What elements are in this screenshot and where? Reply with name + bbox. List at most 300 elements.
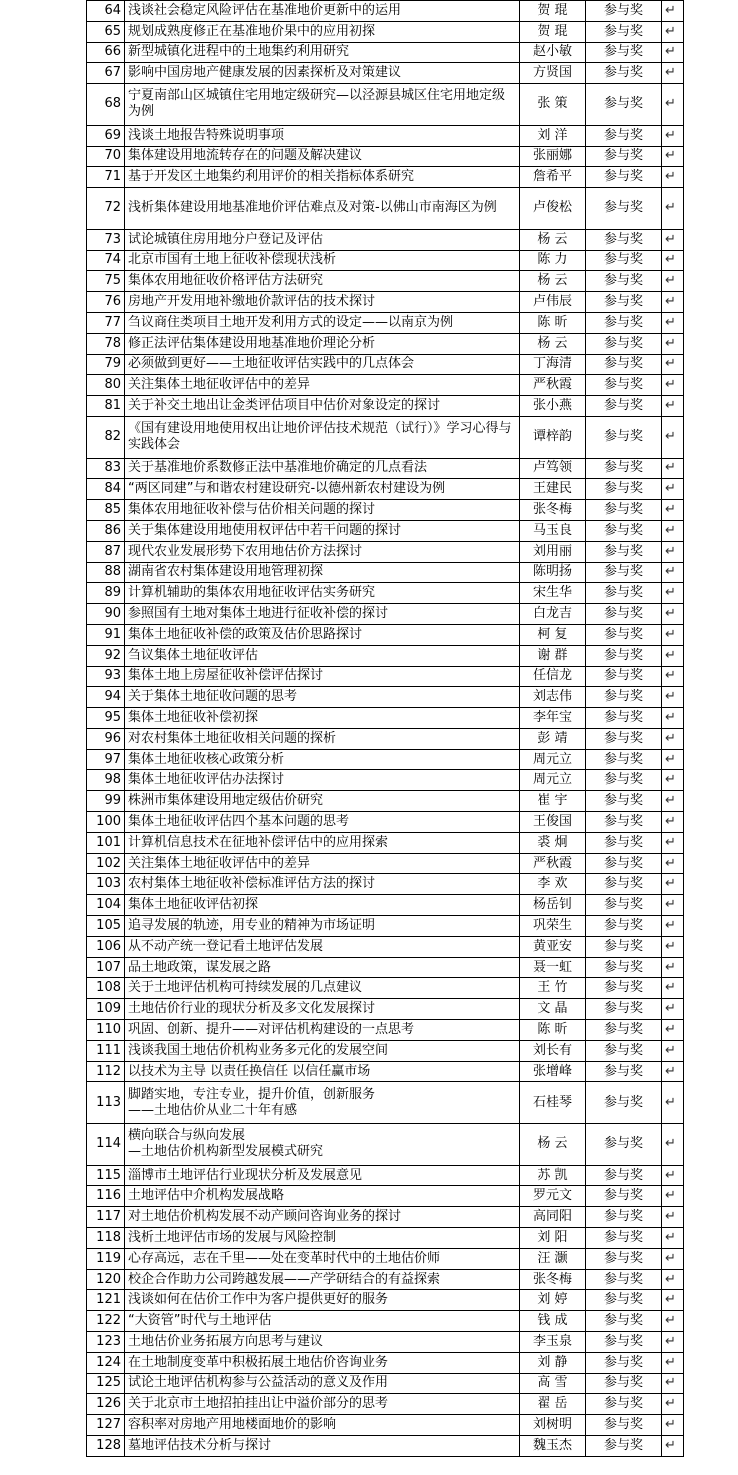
award-level: 参与奖: [586, 416, 662, 458]
row-number: 79: [87, 354, 125, 375]
paper-title: 现代农业发展形势下农用地估价方法探讨: [125, 541, 520, 562]
paper-title: 关于集体土地征收问题的思考: [125, 687, 520, 708]
author-name: 钱 成: [520, 1311, 586, 1332]
row-number: 81: [87, 396, 125, 417]
paper-title: 农村集体土地征收补偿标准评估方法的探讨: [125, 874, 520, 895]
table-row: [87, 84, 684, 126]
row-end-mark: ↵: [662, 604, 684, 625]
award-level: 参与奖: [586, 375, 662, 396]
table-row: [87, 1435, 684, 1456]
table-row: [87, 416, 684, 458]
paper-title: 校企合作助力公司跨越发展——产学研结合的有益探索: [125, 1269, 520, 1290]
row-end-mark: ↵: [662, 978, 684, 999]
paper-title: 新型城镇化进程中的土地集约利用研究: [125, 42, 520, 63]
author-name: 李年宝: [520, 708, 586, 729]
award-level: 参与奖: [586, 1394, 662, 1415]
row-number: 127: [87, 1415, 125, 1436]
author-name: 刘 阳: [520, 1228, 586, 1249]
author-name: 白龙吉: [520, 604, 586, 625]
award-level: 参与奖: [586, 1228, 662, 1249]
row-number: 66: [87, 42, 125, 63]
award-level: 参与奖: [586, 687, 662, 708]
row-end-mark: ↵: [662, 271, 684, 292]
award-level: 参与奖: [586, 125, 662, 146]
award-level: 参与奖: [586, 21, 662, 42]
author-name: 王建民: [520, 479, 586, 500]
row-end-mark: ↵: [662, 63, 684, 84]
paper-title: 关于基准地价系数修正法中基准地价确定的几点看法: [125, 458, 520, 479]
row-end-mark: ↵: [662, 1373, 684, 1394]
row-end-mark: ↵: [662, 916, 684, 937]
author-name: 罗元文: [520, 1186, 586, 1207]
author-name: 文 晶: [520, 999, 586, 1020]
table-row: [87, 375, 684, 396]
author-name: 汪 灏: [520, 1248, 586, 1269]
table-row: [87, 978, 684, 999]
award-level: 参与奖: [586, 666, 662, 687]
paper-title: 必须做到更好——土地征收评估实践中的几点体会: [125, 354, 520, 375]
row-end-mark: ↵: [662, 1186, 684, 1207]
row-end-mark: ↵: [662, 957, 684, 978]
author-name: 巩荣生: [520, 916, 586, 937]
row-number: 72: [87, 188, 125, 230]
award-level: 参与奖: [586, 354, 662, 375]
award-level: 参与奖: [586, 271, 662, 292]
row-number: 80: [87, 375, 125, 396]
table-row: [87, 1020, 684, 1041]
table-row: [87, 21, 684, 42]
award-level: 参与奖: [586, 42, 662, 63]
paper-title: 湖南省农村集体建设用地管理初探: [125, 562, 520, 583]
row-number: 91: [87, 624, 125, 645]
award-list-table: [86, 0, 684, 1457]
table-row: [87, 292, 684, 313]
table-row: [87, 895, 684, 916]
table-row: [87, 312, 684, 333]
award-level: 参与奖: [586, 1061, 662, 1082]
award-level: 参与奖: [586, 749, 662, 770]
row-end-mark: ↵: [662, 832, 684, 853]
row-end-mark: ↵: [662, 708, 684, 729]
row-end-mark: ↵: [662, 791, 684, 812]
paper-title: 计算机辅助的集体农用地征收评估实务研究: [125, 583, 520, 604]
paper-title: 试论土地评估机构参与公益活动的意义及作用: [125, 1373, 520, 1394]
author-name: 崔 宇: [520, 791, 586, 812]
row-number: 97: [87, 749, 125, 770]
author-name: 马玉良: [520, 520, 586, 541]
row-number: 65: [87, 21, 125, 42]
row-end-mark: ↵: [662, 500, 684, 521]
paper-title: 浅析集体建设用地基准地价评估难点及对策-以佛山市南海区为例: [125, 188, 520, 230]
row-end-mark: ↵: [662, 1311, 684, 1332]
table-row: [87, 1290, 684, 1311]
table-row: [87, 458, 684, 479]
author-name: 李玉泉: [520, 1332, 586, 1353]
paper-title: “大资管”时代与土地评估: [125, 1311, 520, 1332]
award-level: 参与奖: [586, 1269, 662, 1290]
row-number: 119: [87, 1248, 125, 1269]
table-row: [87, 1228, 684, 1249]
paper-title: 浅谈我国土地估价机构业务多元化的发展空间: [125, 1040, 520, 1061]
author-name: 刘用丽: [520, 541, 586, 562]
award-list-body: [87, 1, 684, 1457]
row-number: 83: [87, 458, 125, 479]
row-end-mark: ↵: [662, 812, 684, 833]
row-number: 88: [87, 562, 125, 583]
row-end-mark: ↵: [662, 1207, 684, 1228]
row-end-mark: ↵: [662, 375, 684, 396]
row-number: 116: [87, 1186, 125, 1207]
table-row: [87, 936, 684, 957]
paper-title: 关于北京市土地招拍挂出让中溢价部分的思考: [125, 1394, 520, 1415]
row-end-mark: ↵: [662, 458, 684, 479]
award-level: 参与奖: [586, 479, 662, 500]
row-end-mark: ↵: [662, 874, 684, 895]
award-level: 参与奖: [586, 895, 662, 916]
table-row: [87, 853, 684, 874]
paper-title: 集体土地征收评估四个基本问题的思考: [125, 812, 520, 833]
author-name: 丁海清: [520, 354, 586, 375]
row-number: 78: [87, 333, 125, 354]
author-name: 谢 群: [520, 645, 586, 666]
award-level: 参与奖: [586, 167, 662, 188]
paper-title: 房地产开发用地补缴地价款评估的技术探讨: [125, 292, 520, 313]
paper-title: 《国有建设用地使用权出让地价评估技术规范（试行）》学习心得与实践体会: [125, 416, 520, 458]
row-end-mark: ↵: [662, 125, 684, 146]
row-end-mark: ↵: [662, 645, 684, 666]
row-end-mark: ↵: [662, 1352, 684, 1373]
paper-title: 关于补交土地出让金类评估项目中估价对象设定的探讨: [125, 396, 520, 417]
author-name: 周元立: [520, 749, 586, 770]
paper-title: 浅谈如何在估价工作中为客户提供更好的服务: [125, 1290, 520, 1311]
row-end-mark: ↵: [662, 84, 684, 126]
paper-title: 集体农用地征收补偿与估价相关问题的探讨: [125, 500, 520, 521]
award-level: 参与奖: [586, 645, 662, 666]
award-level: 参与奖: [586, 146, 662, 167]
paper-title: 淄博市土地评估行业现状分析及发展意见: [125, 1165, 520, 1186]
author-name: 卢伟辰: [520, 292, 586, 313]
paper-title: 心存高远，志在千里——处在变革时代中的土地估价师: [125, 1248, 520, 1269]
paper-title: 北京市国有土地上征收补偿现状浅析: [125, 250, 520, 271]
paper-title: 影响中国房地产健康发展的因素探析及对策建议: [125, 63, 520, 84]
award-level: 参与奖: [586, 1311, 662, 1332]
row-end-mark: ↵: [662, 1040, 684, 1061]
award-level: 参与奖: [586, 1332, 662, 1353]
table-row: [87, 1207, 684, 1228]
table-row: [87, 1186, 684, 1207]
table-row: [87, 1394, 684, 1415]
table-row: [87, 1248, 684, 1269]
award-level: 参与奖: [586, 541, 662, 562]
author-name: 张丽娜: [520, 146, 586, 167]
row-number: 102: [87, 853, 125, 874]
row-number: 110: [87, 1020, 125, 1041]
author-name: 裘 炯: [520, 832, 586, 853]
row-number: 108: [87, 978, 125, 999]
row-end-mark: ↵: [662, 624, 684, 645]
award-level: 参与奖: [586, 500, 662, 521]
author-name: 谭梓韵: [520, 416, 586, 458]
row-number: 64: [87, 1, 125, 22]
table-row: [87, 770, 684, 791]
table-row: [87, 1061, 684, 1082]
table-row: [87, 396, 684, 417]
paper-title: 巩固、创新、提升——对评估机构建设的一点思考: [125, 1020, 520, 1041]
row-number: 112: [87, 1061, 125, 1082]
table-row: [87, 1040, 684, 1061]
paper-title: 关于集体建设用地使用权评估中若干问题的探讨: [125, 520, 520, 541]
award-level: 参与奖: [586, 1165, 662, 1186]
row-end-mark: ↵: [662, 21, 684, 42]
author-name: 王 竹: [520, 978, 586, 999]
author-name: 张冬梅: [520, 1269, 586, 1290]
row-end-mark: ↵: [662, 520, 684, 541]
table-row: [87, 1332, 684, 1353]
row-number: 92: [87, 645, 125, 666]
table-row: [87, 125, 684, 146]
row-end-mark: ↵: [662, 541, 684, 562]
table-row: [87, 1269, 684, 1290]
table-row: [87, 271, 684, 292]
table-row: [87, 500, 684, 521]
author-name: 严秋霞: [520, 853, 586, 874]
table-row: [87, 957, 684, 978]
author-name: 张 策: [520, 84, 586, 126]
row-number: 100: [87, 812, 125, 833]
paper-title: 宁夏南部山区城镇住宅用地定级研究—以泾源县城区住宅用地定级为例: [125, 84, 520, 126]
paper-title: 规划成熟度修正在基准地价果中的应用初探: [125, 21, 520, 42]
author-name: 杨 云: [520, 271, 586, 292]
row-number: 69: [87, 125, 125, 146]
award-level: 参与奖: [586, 1207, 662, 1228]
author-name: 石桂琴: [520, 1082, 586, 1124]
row-end-mark: ↵: [662, 333, 684, 354]
row-end-mark: ↵: [662, 292, 684, 313]
row-end-mark: ↵: [662, 1394, 684, 1415]
row-end-mark: ↵: [662, 895, 684, 916]
author-name: 任信龙: [520, 666, 586, 687]
row-end-mark: ↵: [662, 1332, 684, 1353]
author-name: 杨 云: [520, 333, 586, 354]
award-level: 参与奖: [586, 999, 662, 1020]
row-number: 90: [87, 604, 125, 625]
row-end-mark: ↵: [662, 250, 684, 271]
author-name: 黄亚安: [520, 936, 586, 957]
author-name: 翟 岳: [520, 1394, 586, 1415]
row-number: 123: [87, 1332, 125, 1353]
award-level: 参与奖: [586, 1415, 662, 1436]
table-row: [87, 479, 684, 500]
row-number: 113: [87, 1082, 125, 1124]
table-row: [87, 188, 684, 230]
paper-title: 关于土地评估机构可持续发展的几点建议: [125, 978, 520, 999]
row-end-mark: ↵: [662, 1165, 684, 1186]
table-row: [87, 999, 684, 1020]
author-name: 李 欢: [520, 874, 586, 895]
table-row: [87, 812, 684, 833]
row-number: 126: [87, 1394, 125, 1415]
paper-title: 集体土地上房屋征收补偿评估探讨: [125, 666, 520, 687]
table-row: [87, 520, 684, 541]
award-level: 参与奖: [586, 604, 662, 625]
author-name: 柯 复: [520, 624, 586, 645]
row-number: 86: [87, 520, 125, 541]
award-level: 参与奖: [586, 63, 662, 84]
award-level: 参与奖: [586, 1290, 662, 1311]
table-row: [87, 583, 684, 604]
table-row: [87, 645, 684, 666]
paper-title: 对土地估价机构发展不动产顾问咨询业务的探讨: [125, 1207, 520, 1228]
row-end-mark: ↵: [662, 770, 684, 791]
paper-title: 集体土地征收核心政策分析: [125, 749, 520, 770]
row-end-mark: ↵: [662, 1082, 684, 1124]
award-level: 参与奖: [586, 853, 662, 874]
row-end-mark: ↵: [662, 1, 684, 22]
row-number: 84: [87, 479, 125, 500]
award-level: 参与奖: [586, 791, 662, 812]
author-name: 聂一虹: [520, 957, 586, 978]
row-number: 67: [87, 63, 125, 84]
paper-title: 对农村集体土地征收相关问题的探析: [125, 728, 520, 749]
row-number: 82: [87, 416, 125, 458]
row-end-mark: ↵: [662, 1124, 684, 1166]
author-name: 张小燕: [520, 396, 586, 417]
table-row: [87, 541, 684, 562]
row-end-mark: ↵: [662, 562, 684, 583]
paper-title: 集体土地征收补偿的政策及估价思路探讨: [125, 624, 520, 645]
author-name: 宋生华: [520, 583, 586, 604]
row-number: 87: [87, 541, 125, 562]
table-row: [87, 1, 684, 22]
row-number: 101: [87, 832, 125, 853]
author-name: 杨 云: [520, 229, 586, 250]
table-row: [87, 250, 684, 271]
row-end-mark: ↵: [662, 749, 684, 770]
paper-title: 以技术为主导 以责任换信任 以信任赢市场: [125, 1061, 520, 1082]
row-end-mark: ↵: [662, 1248, 684, 1269]
award-level: 参与奖: [586, 770, 662, 791]
row-number: 96: [87, 728, 125, 749]
award-level: 参与奖: [586, 396, 662, 417]
row-end-mark: ↵: [662, 1435, 684, 1456]
award-level: 参与奖: [586, 312, 662, 333]
row-number: 107: [87, 957, 125, 978]
table-row: [87, 791, 684, 812]
author-name: 贺 琨: [520, 1, 586, 22]
paper-title: 集体农用地征收价格评估方法研究: [125, 271, 520, 292]
award-level: 参与奖: [586, 1124, 662, 1166]
row-end-mark: ↵: [662, 728, 684, 749]
author-name: 刘 静: [520, 1352, 586, 1373]
row-end-mark: ↵: [662, 167, 684, 188]
row-end-mark: ↵: [662, 687, 684, 708]
award-level: 参与奖: [586, 458, 662, 479]
paper-title: 集体土地征收评估初探: [125, 895, 520, 916]
award-level: 参与奖: [586, 1373, 662, 1394]
row-end-mark: ↵: [662, 42, 684, 63]
award-level: 参与奖: [586, 84, 662, 126]
author-name: 张冬梅: [520, 500, 586, 521]
paper-title: 容积率对房地产用地楼面地价的影响: [125, 1415, 520, 1436]
row-number: 103: [87, 874, 125, 895]
table-row: [87, 604, 684, 625]
row-end-mark: ↵: [662, 583, 684, 604]
author-name: 陈明扬: [520, 562, 586, 583]
row-number: 118: [87, 1228, 125, 1249]
author-name: 严秋霞: [520, 375, 586, 396]
paper-title: 土地估价业务拓展方向思考与建议: [125, 1332, 520, 1353]
paper-title: 浅谈社会稳定风险评估在基准地价更新中的运用: [125, 1, 520, 22]
award-level: 参与奖: [586, 1352, 662, 1373]
paper-title: 基于开发区土地集约利用评价的相关指标体系研究: [125, 167, 520, 188]
award-level: 参与奖: [586, 292, 662, 313]
row-number: 89: [87, 583, 125, 604]
paper-title: 土地估价行业的现状分析及多文化发展探讨: [125, 999, 520, 1020]
author-name: 卢俊松: [520, 188, 586, 230]
table-row: [87, 708, 684, 729]
row-end-mark: ↵: [662, 936, 684, 957]
author-name: 贺 琨: [520, 21, 586, 42]
row-number: 125: [87, 1373, 125, 1394]
award-level: 参与奖: [586, 728, 662, 749]
author-name: 刘志伟: [520, 687, 586, 708]
table-row: [87, 42, 684, 63]
row-end-mark: ↵: [662, 999, 684, 1020]
row-number: 70: [87, 146, 125, 167]
paper-title: 关注集体土地征收评估中的差异: [125, 853, 520, 874]
row-end-mark: ↵: [662, 396, 684, 417]
award-level: 参与奖: [586, 708, 662, 729]
paper-title: “两区同建”与和谐农村建设研究-以德州新农村建设为例: [125, 479, 520, 500]
table-row: [87, 562, 684, 583]
author-name: 王俊国: [520, 812, 586, 833]
row-end-mark: ↵: [662, 1290, 684, 1311]
table-row: [87, 874, 684, 895]
award-level: 参与奖: [586, 1040, 662, 1061]
table-row: [87, 832, 684, 853]
paper-title: 刍议商住类项目土地开发利用方式的设定——以南京为例: [125, 312, 520, 333]
row-end-mark: ↵: [662, 1269, 684, 1290]
table-row: [87, 687, 684, 708]
row-number: 73: [87, 229, 125, 250]
table-row: [87, 146, 684, 167]
row-number: 122: [87, 1311, 125, 1332]
row-end-mark: ↵: [662, 354, 684, 375]
author-name: 陈 昕: [520, 1020, 586, 1041]
paper-title: 试论城镇住房用地分户登记及评估: [125, 229, 520, 250]
table-row: [87, 1352, 684, 1373]
paper-title: 株洲市集体建设用地定级估价研究: [125, 791, 520, 812]
author-name: 苏 凯: [520, 1165, 586, 1186]
author-name: 陈 力: [520, 250, 586, 271]
row-number: 114: [87, 1124, 125, 1166]
row-end-mark: ↵: [662, 229, 684, 250]
row-number: 111: [87, 1040, 125, 1061]
award-level: 参与奖: [586, 1082, 662, 1124]
author-name: 赵小敏: [520, 42, 586, 63]
paper-title: 参照国有土地对集体土地进行征收补偿的探讨: [125, 604, 520, 625]
table-row: [87, 1415, 684, 1436]
table-row: [87, 1165, 684, 1186]
row-end-mark: ↵: [662, 1228, 684, 1249]
author-name: 陈 昕: [520, 312, 586, 333]
award-level: 参与奖: [586, 1248, 662, 1269]
award-level: 参与奖: [586, 188, 662, 230]
row-number: 104: [87, 895, 125, 916]
row-number: 115: [87, 1165, 125, 1186]
paper-title: 追寻发展的轨迹，用专业的精神为市场证明: [125, 916, 520, 937]
row-number: 85: [87, 500, 125, 521]
